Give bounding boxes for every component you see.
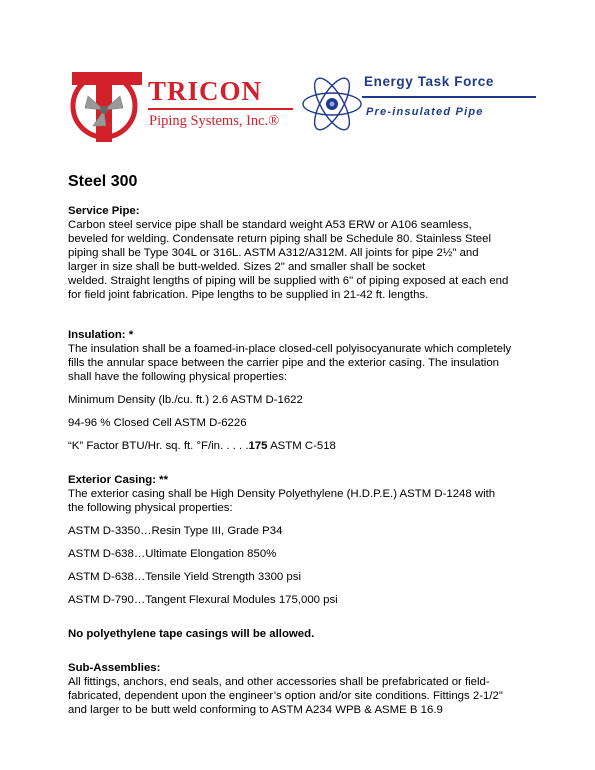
service-pipe-line: beveled for welding. Condensate return piping shall be Schedule 80. Stainless Steel [68, 233, 491, 245]
insulation-line: fills the annular space between the carrier pipe and the exterior casing. The insulation [68, 357, 499, 369]
service-pipe-heading: Service Pipe: [68, 205, 140, 217]
insulation-section [68, 328, 538, 453]
casing-property: ASTM D-638…Tensile Yield Strength 3300 psi [68, 571, 301, 583]
sub-assemblies-line: fabricated, dependent upon the engineer’s option and/or site conditions. Fittings 2-1/2" [68, 690, 503, 702]
sub-assemblies-line: and larger to be butt weld conforming to ASTM A234 WPB & ASME B 16.9 [68, 704, 443, 716]
exterior-casing-section [68, 473, 538, 607]
service-pipe-section [68, 204, 538, 302]
page-title: Steel 300 [68, 173, 138, 190]
casing-property: ASTM D-638…Ultimate Elongation 850% [68, 548, 277, 560]
insulation-property: 94-96 % Closed Cell ASTM D-6226 [68, 417, 247, 429]
energy-task-force-logo [300, 68, 538, 140]
spec-document [68, 172, 538, 717]
casing-property: ASTM D-3350…Resin Type III, Grade P34 [68, 525, 283, 537]
etf-divider [362, 96, 536, 98]
exterior-casing-line: the following physical properties: [68, 502, 233, 514]
sub-assemblies-line: All fittings, anchors, end seals, and other accessories shall be prefabricated or field- [68, 676, 490, 688]
tricon-logo [68, 66, 293, 146]
k-factor-label: “K” Factor BTU/Hr. sq. ft. °F/in. . . . . [68, 440, 249, 452]
casing-property: ASTM D-790…Tangent Flexural Modules 175,000 psi [68, 594, 338, 606]
insulation-heading: Insulation: * [68, 329, 134, 341]
etf-subtitle: Pre-insulated Pipe [366, 106, 484, 118]
service-pipe-line: for field joint fabrication. Pipe lengths to be supplied in 21-42 ft. lengths. [68, 289, 429, 301]
etf-title: Energy Task Force [364, 74, 494, 89]
exterior-casing-line: The exterior casing shall be High Density Polyethylene (H.D.P.E.) ASTM D-1248 with [68, 488, 496, 500]
service-pipe-line: Carbon steel service pipe shall be standard weight A53 ERW or A106 seamless, [68, 219, 472, 231]
sub-assemblies-heading: Sub-Assemblies: [68, 662, 161, 674]
insulation-property: Minimum Density (lb./cu. ft.) 2.6 ASTM D-1622 [68, 394, 303, 406]
insulation-line: The insulation shall be a foamed-in-place closed-cell polyisocyanurate which completely [68, 343, 512, 355]
tricon-tagline: Piping Systems, Inc.® [149, 113, 280, 129]
service-pipe-line: piping shall be Type 304L or 316L. ASTM A312/A312M. All joints for pipe 2½" and [68, 247, 479, 259]
tricon-wordmark: TRICON [148, 76, 263, 106]
service-pipe-line: welded. Straight lengths of piping will be supplied with 6" of piping exposed at each end [68, 275, 509, 287]
k-factor-value: 175 [248, 440, 268, 452]
tricon-divider [148, 108, 293, 110]
tricon-t-logo-icon [68, 66, 146, 146]
insulation-property-k-factor [68, 439, 538, 453]
header-logos [68, 66, 538, 146]
exterior-casing-heading: Exterior Casing: ** [68, 474, 169, 486]
atom-icon [300, 68, 364, 140]
k-factor-standard: ASTM C-518 [267, 440, 336, 452]
service-pipe-line: larger in size shall be butt-welded. Sizes 2" and smaller shall be socket [68, 261, 426, 273]
insulation-line: shall have the following physical properties: [68, 371, 288, 383]
tape-casing-notice: No polyethylene tape casings will be allowed. [68, 628, 315, 640]
sub-assemblies-section [68, 661, 538, 717]
